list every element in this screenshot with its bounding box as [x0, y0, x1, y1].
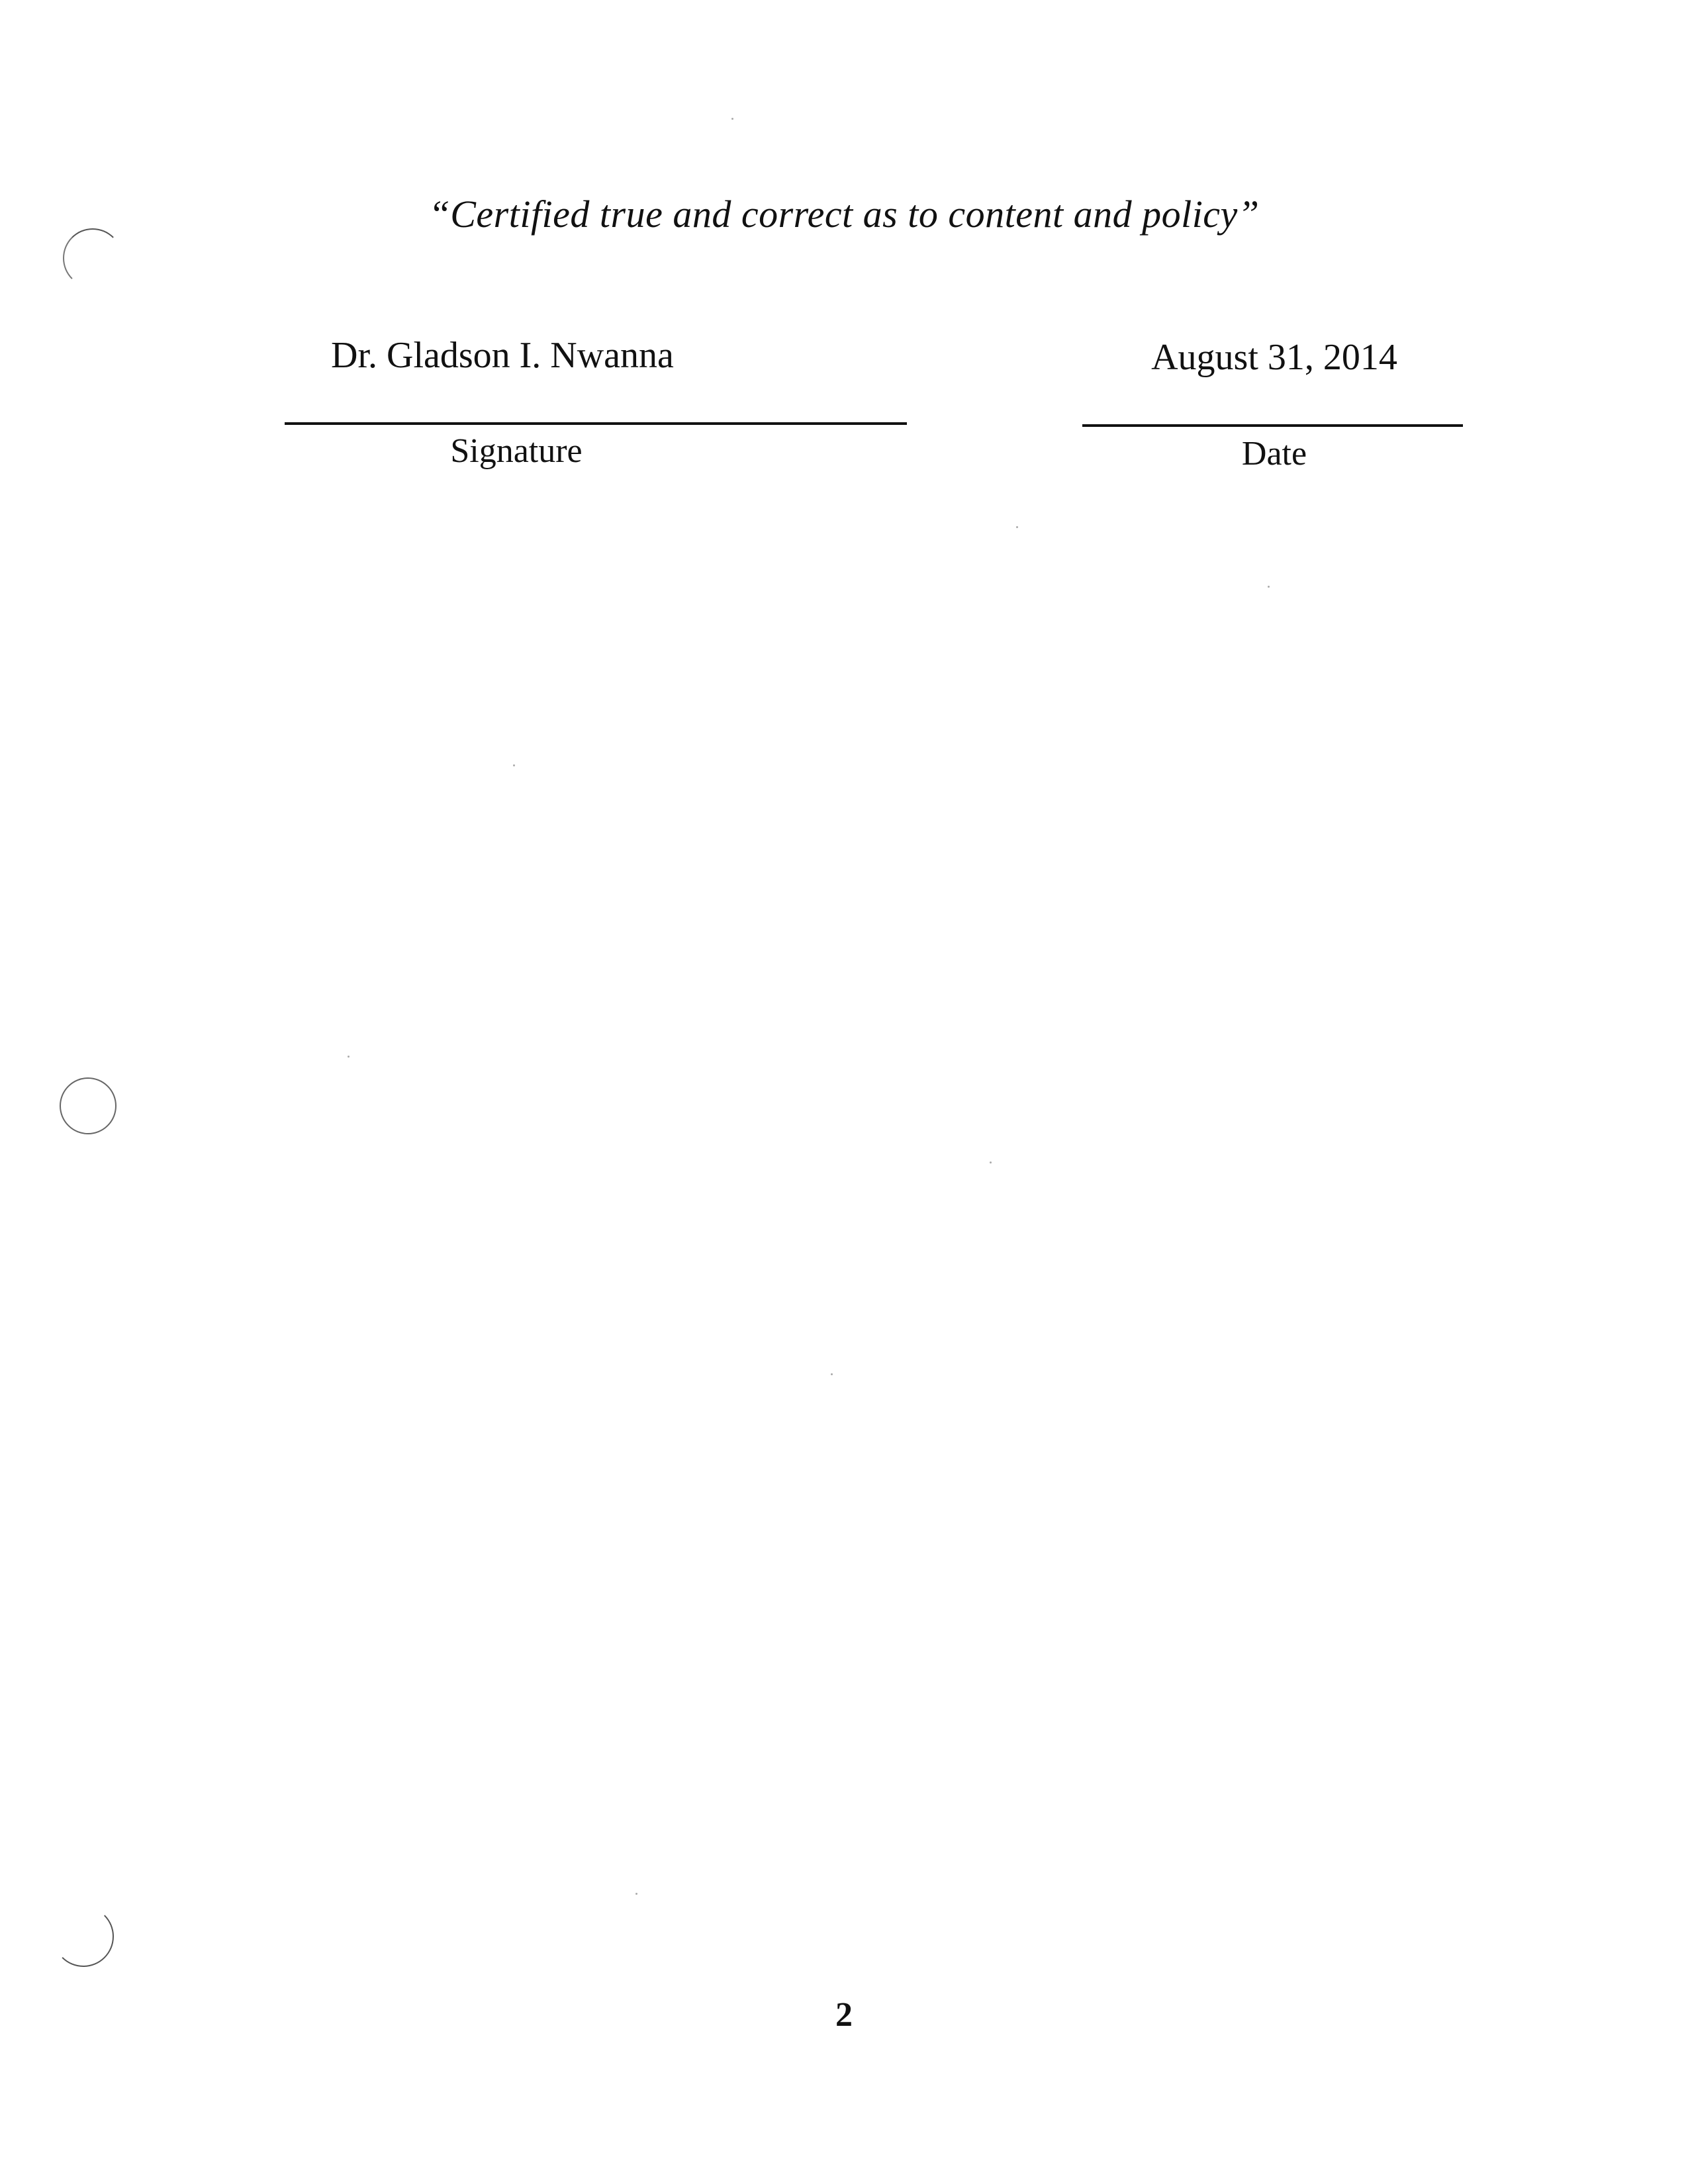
signature-line	[285, 422, 907, 425]
date-line	[1082, 424, 1463, 427]
scan-speck	[513, 764, 515, 766]
date-label: Date	[1241, 435, 1307, 473]
scan-speck	[348, 1056, 350, 1058]
punch-hole-top	[63, 228, 122, 288]
page-number: 2	[835, 1996, 853, 2034]
certification-statement: “Certified true and correct as to content and policy”	[428, 193, 1260, 236]
scan-speck	[635, 1893, 637, 1895]
signature-label: Signature	[450, 432, 583, 470]
scan-speck	[831, 1373, 833, 1375]
scan-speck	[990, 1161, 992, 1163]
signature-date: August 31, 2014	[1151, 337, 1397, 378]
punch-hole-bottom	[53, 1906, 114, 1967]
punch-hole-middle	[60, 1077, 117, 1134]
scan-speck	[731, 118, 733, 120]
scan-speck	[1268, 586, 1270, 588]
signatory-name: Dr. Gladson I. Nwanna	[331, 335, 674, 376]
scan-speck	[1016, 526, 1018, 528]
